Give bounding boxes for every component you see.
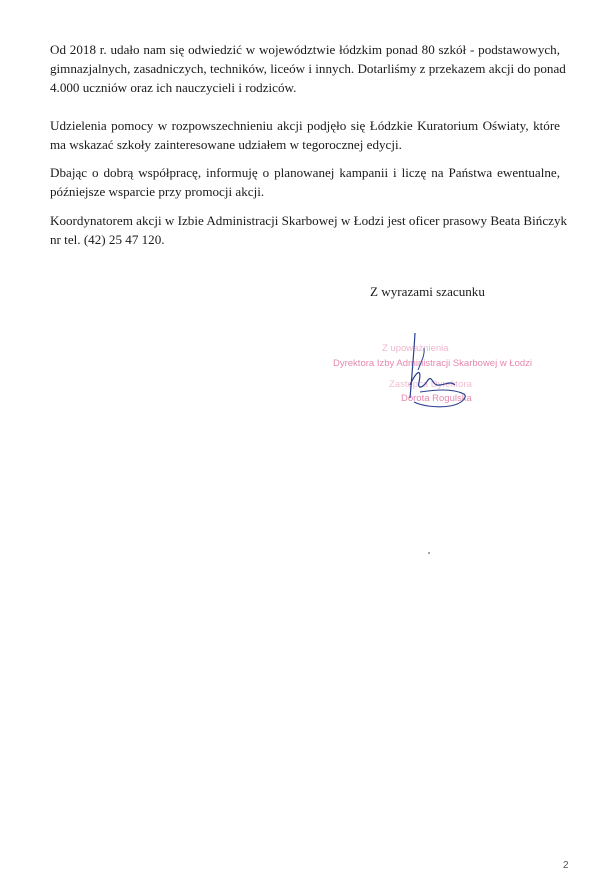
paragraph-line: nr tel. (42) 25 47 120. <box>50 232 165 247</box>
paragraph-line: Dbając o dobrą współpracę, informuję o planowanej kampanii i liczę na Państwa ewentualne, <box>50 165 560 180</box>
stamp-position-line: Zastępca Dyrektora <box>389 379 472 390</box>
stamp-name-line: Dorota Rogulska <box>401 393 472 404</box>
paragraph-line: ma wskazać szkoły zainteresowane udziałem w tegorocznej edycji. <box>50 137 402 152</box>
paragraph-kuratorium <box>50 116 560 154</box>
paragraph-line: późniejsze wsparcie przy promocji akcji. <box>50 184 265 199</box>
stamp-office-line: Dyrektora Izby Administracji Skarbowej w Łodzi <box>333 358 533 369</box>
handwritten-signature <box>322 330 532 420</box>
paragraph-line: Udzielenia pomocy w rozpowszechnieniu akcji podjęło się Łódzkie Kuratorium Oświaty, które <box>50 118 560 133</box>
closing-phrase: Z wyrazami szacunku <box>370 284 485 299</box>
paragraph-line: Od 2018 r. udało nam się odwiedzić w województwie łódzkim ponad 80 szkół - podstawowych, <box>50 42 560 57</box>
paragraph-coordinator <box>50 211 568 249</box>
paragraph-cooperation <box>50 163 560 201</box>
page-number: 2 <box>563 860 569 871</box>
paragraph-schools-visited <box>50 40 566 97</box>
paragraph-line: Koordynatorem akcji w Izbie Administracji Skarbowej w Łodzi jest oficer prasowy Beata Bińczyk <box>50 213 568 228</box>
scan-speck <box>428 552 430 554</box>
stamp-authorization-line: Z upoważnienia <box>382 343 449 354</box>
paragraph-line: 4.000 uczniów oraz ich nauczycieli i rodziców. <box>50 80 297 95</box>
paragraph-line: gimnazjalnych, zasadniczych, techników, liceów i innych. Dotarliśmy z przekazem akcji do ponad <box>50 61 566 76</box>
